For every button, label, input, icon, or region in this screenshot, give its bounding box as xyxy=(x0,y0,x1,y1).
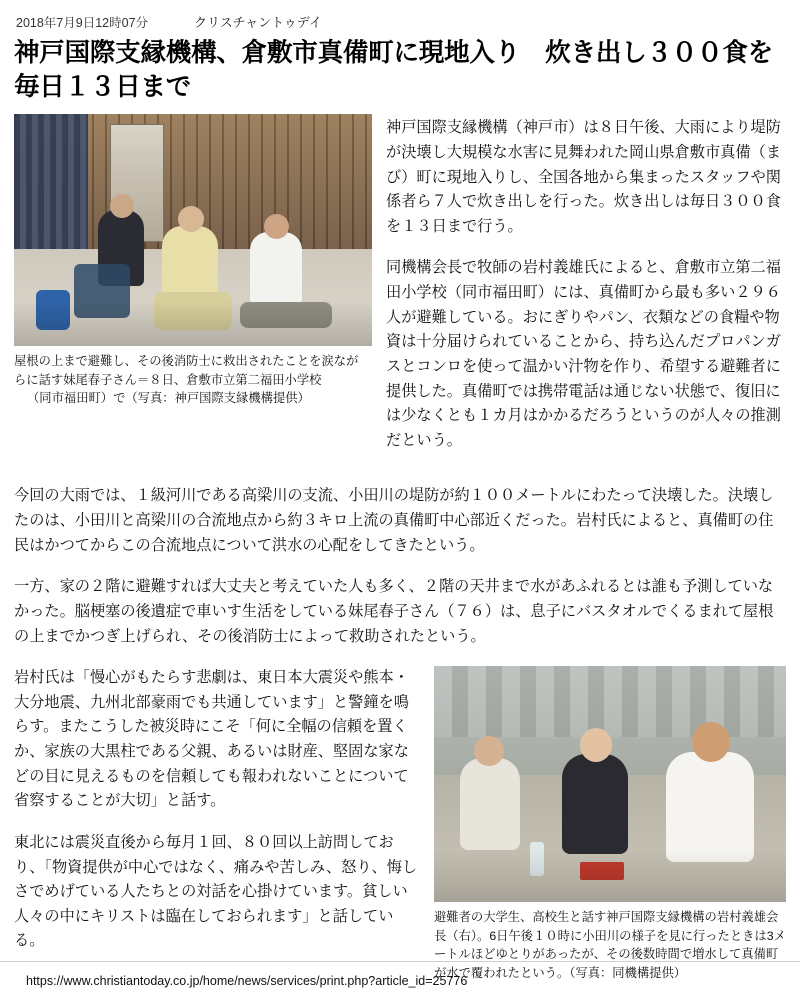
body-paragraph-1: 今回の大雨では、１級河川である高梁川の支流、小田川の堤防が約１００メートルにわたって決壊した。決壊したのは、小田川と高梁川の合流地点から約３キロ上流の真備町中心部近くだった。岩村氏によると、真備町の住民はかつてからこの合流地点について洪水の心配をしてきたという。 xyxy=(14,487,774,554)
photo2-figure-left-head xyxy=(474,736,504,766)
photo1-figure-right xyxy=(250,232,302,310)
photo-students-with-chairman xyxy=(434,666,786,902)
photo2-figure-left xyxy=(460,758,520,850)
photo2-figure-chairman-head xyxy=(692,722,730,762)
photo2-figure-center-head xyxy=(580,728,612,762)
publisher-name: クリスチャントゥデイ xyxy=(194,15,322,30)
body-paragraph-2: 一方、家の２階に避難すれば大丈夫と考えていた人も多く、２階の天井まで水があふれるとは誰も予測していなかった。脳梗塞の後遺症で車いす生活をしている妹尾春子さん（７６）は、息子にバスタオルでくるまれて屋根の上までかつぎ上げられ、その後消防士によって救助されたという。 xyxy=(14,578,774,645)
lower-text-column xyxy=(14,666,420,971)
photo1-curtain xyxy=(14,114,88,253)
page-title: 神戸国際支縁機構、倉敷市真備町に現地入り 炊き出し３００食を毎日１３日まで xyxy=(14,39,774,101)
footer-divider xyxy=(0,961,800,962)
photo2-column xyxy=(434,666,786,982)
photo1-caption-line1: 屋根の上まで避難し、その後消防士に救出されたことを涙ながらに話す妹尾春子さん＝８日、倉敷市立第二福田小学校 xyxy=(14,354,359,387)
photo2-back-row xyxy=(434,666,786,737)
photo1-shadow xyxy=(14,300,372,346)
publish-date: 2018年7月9日12時07分 xyxy=(16,16,149,30)
lead-paragraph-1: 神戸国際支縁機構（神戸市）は８日午後、大雨により堤防が決壊し大規模な水害に見舞われた岡山県倉敷市真備（まび）町に現地入りし、全国各地から集まったスタッフや関係者ら７人で炊き出しを行った。炊き出しは毎日３００食を１３日まで行う。 xyxy=(386,119,781,235)
photo2-caption: 避難者の大学生、高校生と話す神戸国際支縁機構の岩村義雄会長（右）。6日午後１０時に小田川の様子を見に行ったときは3メートルほどゆとりがあったが、その後数時間で増水して真備町が水で覆われたという。（写真：同機構提供） xyxy=(434,910,786,980)
lead-column xyxy=(386,114,786,470)
lower-section xyxy=(14,666,786,982)
lower-paragraph-1: 岩村氏は「慢心がもたらす悲劇は、東日本大震災や熊本・大分地震、九州北部豪雨でも共通しています」と警鐘を鳴らす。またこうした被災時にこそ「何に全幅の信頼を置くか、家族の大黒柱である父親、あるいは財産、堅固な家などの目に見えるものを信頼しても報われないことについて省察することが大切」と話す。 xyxy=(14,669,409,810)
print-url: https://www.christiantoday.co.jp/home/news/services/print.php?article_id=25776 xyxy=(26,974,468,988)
photo2-figure-center xyxy=(562,754,628,854)
lead-paragraph-2: 同機構会長で牧師の岩村義雄氏によると、倉敷市立第二福田小学校（同市福田町）には、真備町から最も多い２９６人が避難している。おにぎりやパン、衣類などの食糧や物資は十分届けられていることから、持ち込んだプロパンガスとコンロを使って温かい汁物を作り、希望する避難者に提供した。真備町では携帯電話は通じない状態で、復旧には少なくとも１カ月はかかるだろうというのが人々の推測だという。 xyxy=(386,259,781,449)
photo2-figure-chairman xyxy=(666,752,754,862)
photo1-caption xyxy=(14,352,366,407)
top-section xyxy=(14,114,786,470)
body-section xyxy=(14,484,786,649)
article-meta xyxy=(16,12,786,31)
photo1-column xyxy=(14,114,372,407)
photo-evacuation-shelter-interview xyxy=(14,114,372,346)
lower-paragraph-2: 東北には震災直後から毎月１回、８０回以上訪問しており、「物資提供が中心ではなく、痛みや苦しみ、怒り、悔しさでめげている人たちとの対話を心掛けています。貧しい人々の中にキリストは臨在しておられます」と話している。 xyxy=(14,833,418,950)
photo2-shadow xyxy=(434,850,786,902)
photo1-caption-line2: （同市福田町）で（写真：神戸国際支縁機構提供） xyxy=(27,391,310,406)
